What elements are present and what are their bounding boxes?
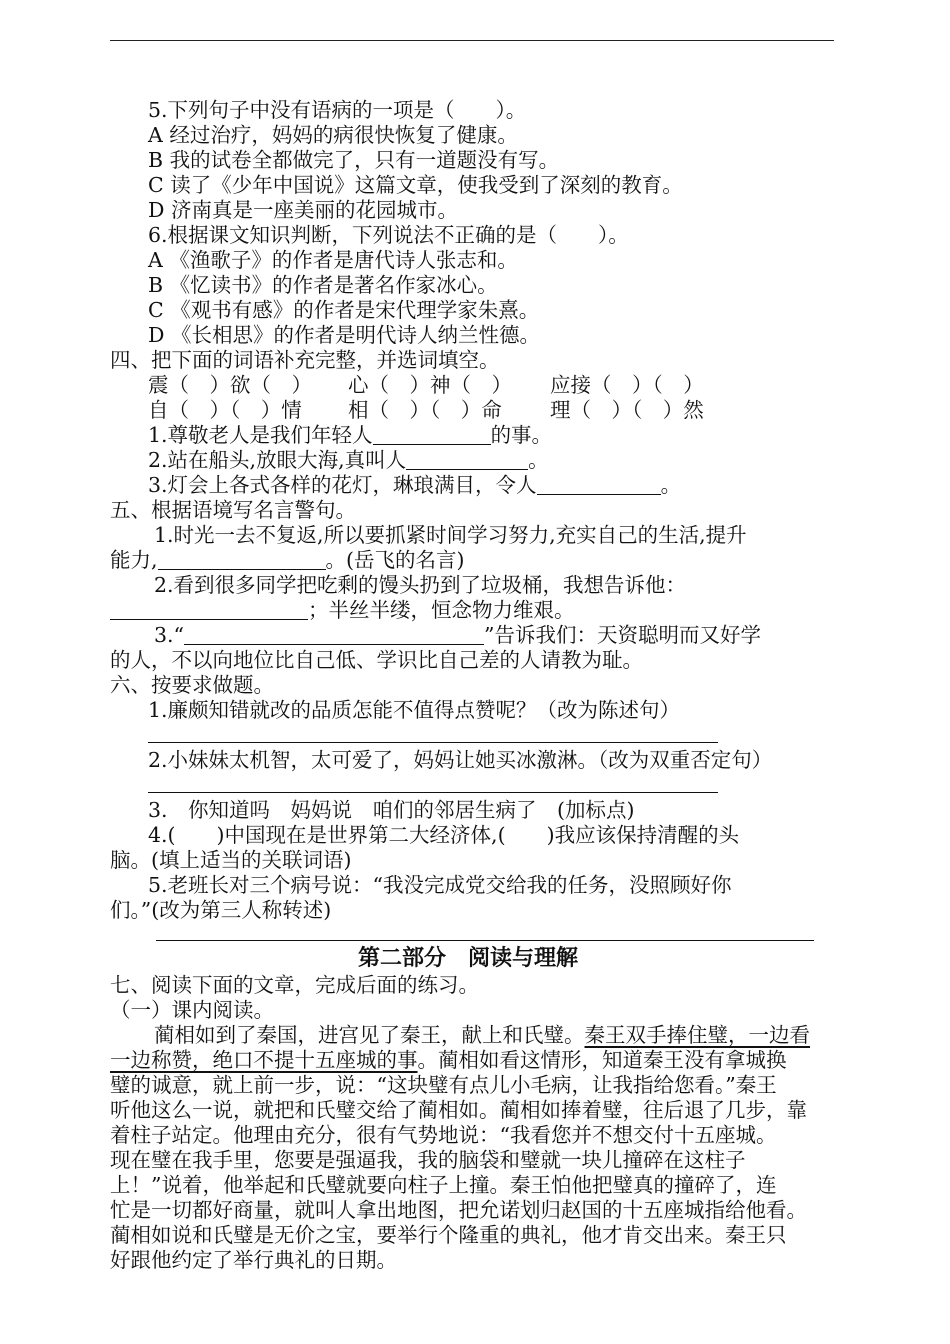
passage-line-4: 听他这么一说，就把和氏璧交给了蔺相如。蔺相如捧着璧，往后退了几步，靠 [110, 1098, 807, 1122]
passage-line-6: 现在璧在我手里，您要是强逼我，我的脑袋和璧就一块儿撞碎在这柱子 [110, 1148, 746, 1172]
rewrite-q1: 1.廉颇知错就改的品质怎能不值得点赞呢？（改为陈述句） [148, 698, 681, 722]
q5-option-c: C 读了《少年中国说》这篇文章，使我受到了深刻的教育。 [148, 173, 683, 197]
section-7-subtitle: （一）课内阅读。 [110, 998, 274, 1022]
quote-q1-line2: 能力, 。(岳飞的名言) [110, 548, 465, 572]
idiom-blank: 相（ ）（ ）命 [348, 398, 502, 422]
underlined-sentence: 秦王双手捧住璧，一边看 [584, 1023, 810, 1047]
passage-line-9: 蔺相如说和氏璧是无价之宝，要举行个隆重的典礼，他才肯交出来。秦王只 [110, 1223, 787, 1247]
fill-sentence-2: 2.站在船头,放眼大海,真叫人 。 [148, 448, 549, 472]
passage-line-7: 上！”说着，他举起和氏璧就要向柱子上撞。秦王怕他把璧真的撞碎了，连 [110, 1173, 777, 1197]
q6-stem: 6.根据课文知识判断，下列说法不正确的是（ ）。 [148, 223, 629, 247]
answer-line[interactable] [148, 792, 718, 793]
answer-blank[interactable] [373, 426, 491, 445]
rewrite-q2: 2.小妹妹太机智，太可爱了，妈妈让她买冰激淋。（改为双重否定句） [148, 748, 773, 772]
answer-blank[interactable] [110, 601, 308, 620]
idiom-blank: 震（ ）欲（ ） [148, 373, 312, 397]
quote-q2-line1: 2.看到很多同学把吃剩的馒头扔到了垃圾桶，我想告诉他： [154, 573, 687, 597]
answer-blank[interactable] [158, 551, 326, 570]
part-2-title: 第二部分 阅读与理解 [358, 945, 579, 971]
answer-blank[interactable] [184, 626, 484, 645]
section-7-title: 七、阅读下面的文章，完成后面的练习。 [110, 973, 479, 997]
answer-blank[interactable] [537, 476, 661, 495]
idiom-blank: 理（ ）（ ）然 [550, 398, 704, 422]
rewrite-q3: 3. 你知道吗 妈妈说 咱们的邻居生病了 (加标点) [148, 798, 635, 822]
fill-sentence-3: 3.灯会上各式各样的花灯，琳琅满目，令人 。 [148, 473, 682, 497]
passage-line-1: 蔺相如到了秦国，进宫见了秦王，献上和氏璧。秦王双手捧住璧，一边看 [154, 1023, 810, 1047]
passage-line-3: 璧的诚意，就上前一步，说：“这块璧有点儿小毛病，让我指给您看。”秦王 [110, 1073, 777, 1097]
idiom-blank: 应接（ ）（ ） [550, 373, 704, 397]
q6-option-a: A 《渔歌子》的作者是唐代诗人张志和。 [148, 248, 518, 272]
passage-line-5: 着柱子站定。他理由充分，很有气势地说：“我看您并不想交付十五座城。 [110, 1123, 777, 1147]
section-5-title: 五、根据语境写名言警句。 [110, 498, 356, 522]
q5-option-b: B 我的试卷全都做完了，只有一道题没有写。 [148, 148, 560, 172]
answer-line[interactable] [148, 742, 718, 743]
rewrite-q5-line1: 5.老班长对三个病号说：“我没完成党交给我的任务，没照顾好你 [148, 873, 732, 897]
passage-line-8: 忙是一切都好商量，就叫人拿出地图，把允诺划归赵国的十五座城指给他看。 [110, 1198, 807, 1222]
quote-q1-line1: 1.时光一去不复返,所以要抓紧时间学习努力,充实自己的生活,提升 [154, 523, 747, 547]
header-rule [110, 40, 834, 41]
rewrite-q4-line2: 脑。(填上适当的关联词语) [110, 848, 352, 872]
section-4-title: 四、把下面的词语补充完整，并选词填空。 [110, 348, 500, 372]
idiom-row-1 [148, 373, 704, 397]
section-6-title: 六、按要求做题。 [110, 673, 274, 697]
underlined-sentence: 一边称赞，绝口不提十五座城的事 [110, 1048, 418, 1072]
idiom-blank: 心（ ）神（ ） [348, 373, 512, 397]
q6-option-c: C 《观书有感》的作者是宋代理学家朱熹。 [148, 298, 540, 322]
idiom-row-2 [148, 398, 704, 422]
quote-q2-line2: ；半丝半缕，恒念物力维艰。 [110, 598, 575, 622]
answer-line[interactable] [156, 940, 814, 941]
q5-option-a: A 经过治疗，妈妈的病很快恢复了健康。 [148, 123, 518, 147]
q5-option-d: D 济南真是一座美丽的花园城市。 [148, 198, 458, 222]
q6-option-b: B 《忆读书》的作者是著名作家冰心。 [148, 273, 498, 297]
rewrite-q4-line1: 4.( )中国现在是世界第二大经济体,( )我应该保持清醒的头 [148, 823, 740, 847]
q6-option-d: D 《长相思》的作者是明代诗人纳兰性德。 [148, 323, 540, 347]
quote-q3-line1: 3.“ ”告诉我们：天资聪明而又好学 [154, 623, 762, 647]
quote-q3-line2: 的人，不以向地位比自己低、学识比自己差的人请教为耻。 [110, 648, 643, 672]
q5-stem: 5.下列句子中没有语病的一项是（ ）。 [148, 98, 527, 122]
passage-line-2: 一边称赞，绝口不提十五座城的事。蔺相如看这情形，知道秦王没有拿城换 [110, 1048, 787, 1072]
fill-sentence-1: 1.尊敬老人是我们年轻人 的事。 [148, 423, 553, 447]
answer-blank[interactable] [406, 451, 528, 470]
passage-line-10: 好跟他约定了举行典礼的日期。 [110, 1248, 397, 1272]
rewrite-q5-line2: 们。”(改为第三人称转述) [110, 898, 332, 922]
idiom-blank: 自（ ）（ ）情 [148, 398, 302, 422]
